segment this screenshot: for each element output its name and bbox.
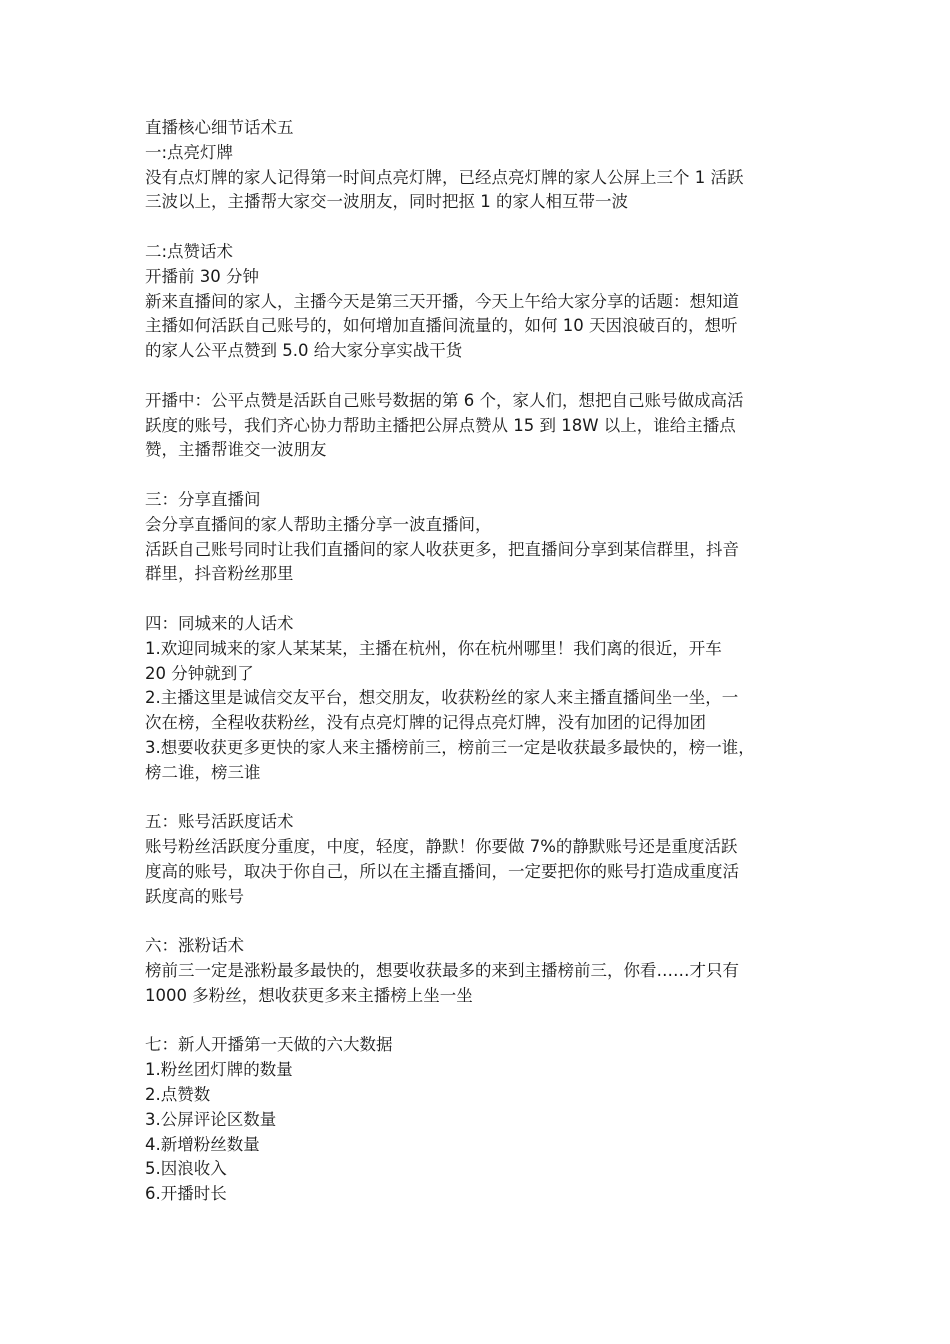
section-heading: 五：账号活跃度话术 <box>145 812 294 832</box>
spacer <box>145 364 813 389</box>
paragraph-line: 新来直播间的家人，主播今天是第三天开播，今天上午给大家分享的话题：想知道 <box>145 291 739 311</box>
document-body <box>145 116 813 1207</box>
list-item: 1.欢迎同城来的家人某某某，主播在杭州，你在杭州哪里！我们离的很近，开车 <box>145 638 722 658</box>
spacer <box>145 215 813 240</box>
list-item: 5.因浪收入 <box>145 1159 227 1179</box>
paragraph-line: 账号粉丝活跃度分重度，中度，轻度，静默！你要做 7%的静默账号还是重度活跃 <box>145 837 738 857</box>
list-item-continuation: 榜二谁，榜三谁 <box>145 762 261 782</box>
list-item: 4.新增粉丝数量 <box>145 1134 260 1154</box>
paragraph-line: 榜前三一定是涨粉最多最快的，想要收获最多的来到主播榜前三，你看……才只有 <box>145 961 739 981</box>
document-title: 直播核心细节话术五 <box>145 118 294 137</box>
paragraph-line: 开播中：公平点赞是活跃自己账号数据的第 6 个，家人们，想把自己账号做成高活 <box>145 390 744 410</box>
spacer <box>145 1009 813 1034</box>
spacer <box>145 786 813 811</box>
list-item: 3.想要收获更多更快的家人来主播榜前三，榜前三一定是收获最多最快的，榜一谁， <box>145 737 755 757</box>
paragraph-line: 1000 多粉丝，想收获更多来主播榜上坐一坐 <box>145 985 473 1005</box>
section-heading: 七：新人开播第一天做的六大数据 <box>145 1035 393 1055</box>
list-item-continuation: 次在榜，全程收获粉丝，没有点亮灯牌的记得点亮灯牌，没有加团的记得加团 <box>145 713 706 733</box>
list-item: 1.粉丝团灯牌的数量 <box>145 1060 293 1080</box>
list-item: 3.公屏评论区数量 <box>145 1109 277 1129</box>
paragraph-line: 活跃自己账号同时让我们直播间的家人收获更多，把直播间分享到某信群里，抖音 <box>145 539 739 559</box>
paragraph-line: 度高的账号，取决于你自己，所以在主播直播间，一定要把你的账号打造成重度活 <box>145 861 739 881</box>
list-item: 2.点赞数 <box>145 1085 211 1105</box>
paragraph-line: 主播如何活跃自己账号的，如何增加直播间流量的，如何 10 天因浪破百的，想听 <box>145 316 738 336</box>
paragraph-line: 会分享直播间的家人帮助主播分享一波直播间， <box>145 514 492 534</box>
paragraph-line: 群里，抖音粉丝那里 <box>145 564 294 584</box>
list-item: 2.主播这里是诚信交友平台，想交朋友，收获粉丝的家人来主播直播间坐一坐，一 <box>145 688 739 708</box>
list-item: 6.开播时长 <box>145 1184 227 1204</box>
spacer <box>145 587 813 612</box>
paragraph-line: 开播前 30 分钟 <box>145 266 259 286</box>
section-heading: 三：分享直播间 <box>145 489 261 509</box>
paragraph-line: 跃度的账号，我们齐心协力帮助主播把公屏点赞从 15 到 18W 以上，谁给主播点 <box>145 415 736 435</box>
paragraph-line: 没有点灯牌的家人记得第一时间点亮灯牌，已经点亮灯牌的家人公屏上三个 1 活跃 <box>145 167 744 187</box>
list-item-continuation: 20 分钟就到了 <box>145 663 254 683</box>
paragraph-line: 赞，主播帮谁交一波朋友 <box>145 440 327 460</box>
section-heading: 二:点赞话术 <box>145 241 234 261</box>
section-heading: 一:点亮灯牌 <box>145 142 234 162</box>
paragraph-line: 跃度高的账号 <box>145 886 244 906</box>
spacer <box>145 463 813 488</box>
section-heading: 四：同城来的人话术 <box>145 613 294 633</box>
paragraph-line: 的家人公平点赞到 5.0 给大家分享实战干货 <box>145 341 463 361</box>
spacer <box>145 910 813 935</box>
paragraph-line: 三波以上，主播帮大家交一波朋友，同时把抠 1 的家人相互带一波 <box>145 192 628 212</box>
section-heading: 六：涨粉话术 <box>145 936 244 956</box>
